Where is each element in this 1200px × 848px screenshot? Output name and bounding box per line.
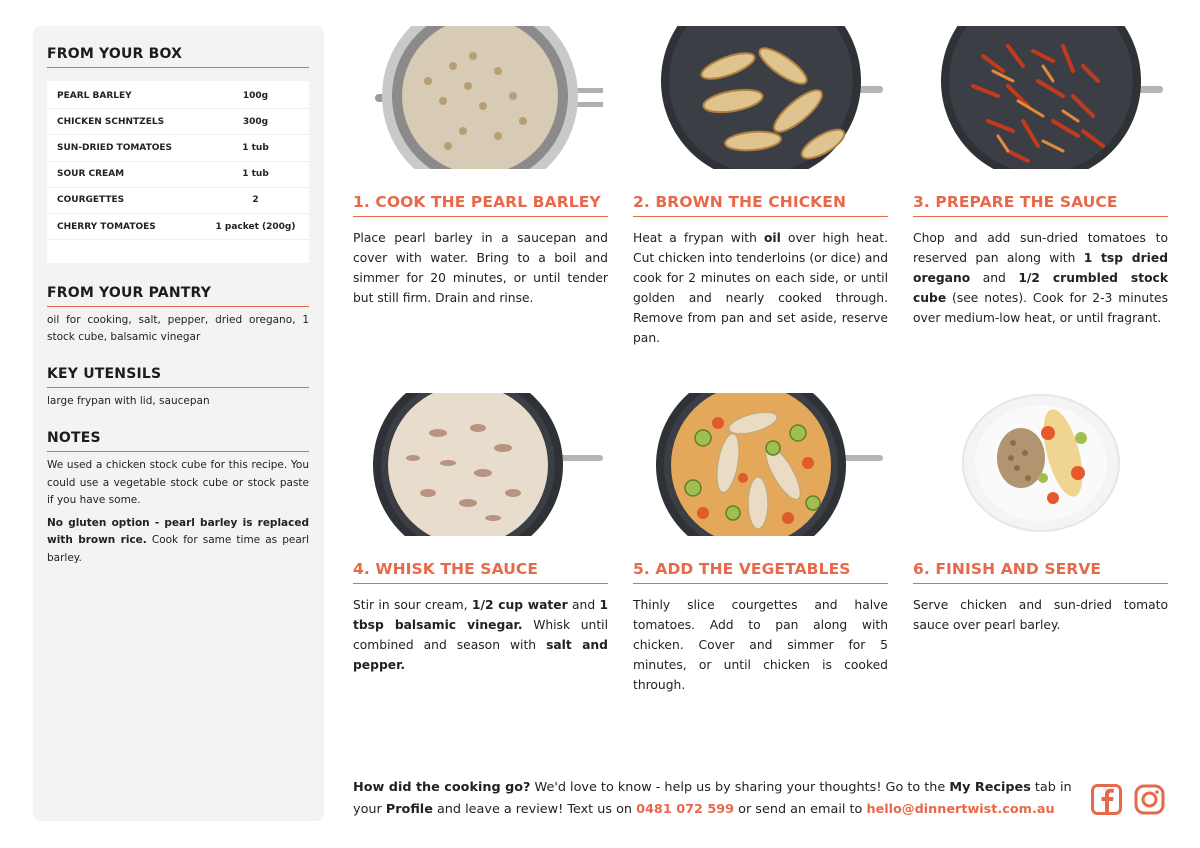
feedback-footer — [353, 777, 1073, 820]
step-5 — [633, 393, 888, 695]
step-1-text — [353, 228, 608, 308]
ingredient-name: COURGETTES — [57, 195, 125, 206]
step-text-part: Thinly slice courgettes and halve tomatoes. Add to pan along with chicken. Cover and simmer for 5 minutes, or until chicken is cooked through. — [633, 598, 888, 692]
profile-link[interactable]: Profile — [385, 801, 433, 817]
box-ingredients-table — [47, 81, 309, 263]
ingredient-qty: 2 — [252, 195, 259, 206]
notes-rest: Cook for same time as pearl barley. — [47, 534, 309, 564]
step-text-part: Stir in sour cream, — [353, 598, 472, 612]
ingredient-row — [47, 188, 309, 214]
email-link[interactable]: hello@dinnertwist.com.au — [866, 801, 1055, 817]
step-4 — [353, 393, 608, 675]
step-text-part: Heat a frypan with — [633, 231, 764, 245]
step-text-part: and — [567, 598, 600, 612]
step-3-text — [913, 228, 1168, 328]
step-5-text — [633, 595, 888, 695]
step-4-text — [353, 595, 608, 675]
step-5-photo — [633, 393, 888, 536]
ingredient-name: SUN-DRIED TOMATOES — [57, 142, 172, 153]
pantry-text: oil for cooking, salt, pepper, dried oregano, 1 stock cube, balsamic vinegar — [47, 314, 309, 343]
step-text-bold: 1 tsp dried oregano — [913, 251, 1169, 285]
step-1 — [353, 26, 608, 308]
ingredient-row — [47, 214, 309, 240]
notes-bold: No gluten option - pearl barley is replaced with brown rice. — [47, 516, 309, 546]
ingredient-qty: 1 tub — [242, 142, 269, 153]
step-4-title: 4. WHISK THE SAUCE — [353, 560, 608, 584]
step-2-text — [633, 228, 888, 348]
facebook-icon[interactable] — [1091, 784, 1122, 819]
step-3 — [913, 26, 1168, 328]
step-6-photo — [913, 393, 1168, 536]
ingredient-name: PEARL BARLEY — [57, 90, 132, 101]
step-1-title: 1. COOK THE PEARL BARLEY — [353, 193, 608, 217]
step-text-part: Chop and add sun-dried tomatoes to reserved pan along with — [913, 231, 1168, 265]
step-text-part: over high heat. Cut chicken into tenderloins (or dice) and cook for 2 minutes on each side, or until golden and nearly cooked through. Remove from pan and set aside, reserve pan. — [633, 231, 889, 345]
my-recipes-link[interactable]: My Recipes — [949, 780, 1031, 795]
step-text-bold: oil — [763, 231, 781, 245]
step-6 — [913, 393, 1168, 635]
step-text-part: and — [970, 271, 1019, 285]
ingredient-qty: 100g — [242, 90, 269, 101]
step-2-title: 2. BROWN THE CHICKEN — [633, 193, 888, 217]
footer-text: tab in your — [353, 780, 1072, 817]
ingredients-sidebar — [33, 26, 324, 821]
notes-text: We used a chicken stock cube for this recipe. You could use a vegetable stock cube or stock paste if you have some. — [47, 459, 309, 506]
ingredient-row — [47, 109, 309, 135]
step-2 — [633, 26, 888, 348]
utensils-title: KEY UTENSILS — [47, 366, 309, 388]
step-4-photo — [353, 393, 608, 536]
step-text-bold: salt and pepper. — [353, 638, 608, 672]
step-text-bold: 1/2 crumbled stock cube — [913, 271, 1168, 305]
ingredient-row — [47, 83, 309, 109]
step-6-text — [913, 595, 1168, 635]
step-6-title: 6. FINISH AND SERVE — [913, 560, 1168, 584]
step-text-part: Serve chicken and sun-dried tomato sauce over pearl barley. — [913, 598, 1168, 632]
ingredient-name: CHERRY TOMATOES — [57, 221, 156, 232]
ingredient-name: SOUR CREAM — [57, 169, 125, 180]
step-text-part: Whisk until combined and season with — [353, 618, 608, 652]
notes-title: NOTES — [47, 430, 309, 452]
step-5-title: 5. ADD THE VEGETABLES — [633, 560, 888, 584]
step-3-title: 3. PREPARE THE SAUCE — [913, 193, 1168, 217]
footer-question: How did the cooking go? — [353, 780, 531, 795]
instagram-icon[interactable] — [1134, 784, 1165, 819]
utensils-text: large frypan with lid, saucepan — [47, 395, 210, 407]
ingredient-name: CHICKEN SCHNTZELS — [57, 116, 165, 127]
ingredient-row — [47, 135, 309, 161]
step-1-photo — [353, 26, 608, 169]
pantry-title: FROM YOUR PANTRY — [47, 285, 309, 307]
footer-text: or send an email to — [734, 801, 867, 817]
step-text-part: (see notes). Cook for 2-3 minutes over medium-low heat, or until fragrant. — [913, 291, 1168, 325]
ingredient-qty: 1 tub — [242, 169, 269, 180]
ingredient-qty: 300g — [242, 116, 269, 127]
box-title: FROM YOUR BOX — [47, 46, 309, 68]
notes-gluten — [47, 515, 309, 568]
step-2-photo — [633, 26, 888, 169]
ingredient-row — [47, 162, 309, 188]
footer-text: and leave a review! Text us on — [432, 801, 637, 817]
ingredient-qty: 1 packet (200g) — [215, 221, 296, 232]
step-text-part: Place pearl barley in a saucepan and cover with water. Bring to a boil and simmer for 20 minutes, or until tender but still firm. Drain and rinse. — [353, 231, 608, 305]
footer-text: We'd love to know - help us by sharing your thoughts! Go to the — [530, 780, 950, 795]
step-text-bold: 1 tbsp balsamic vinegar. — [353, 598, 609, 632]
step-3-photo — [913, 26, 1168, 169]
step-text-bold: 1/2 cup water — [471, 598, 568, 612]
phone-link[interactable]: 0481 072 599 — [636, 801, 735, 817]
